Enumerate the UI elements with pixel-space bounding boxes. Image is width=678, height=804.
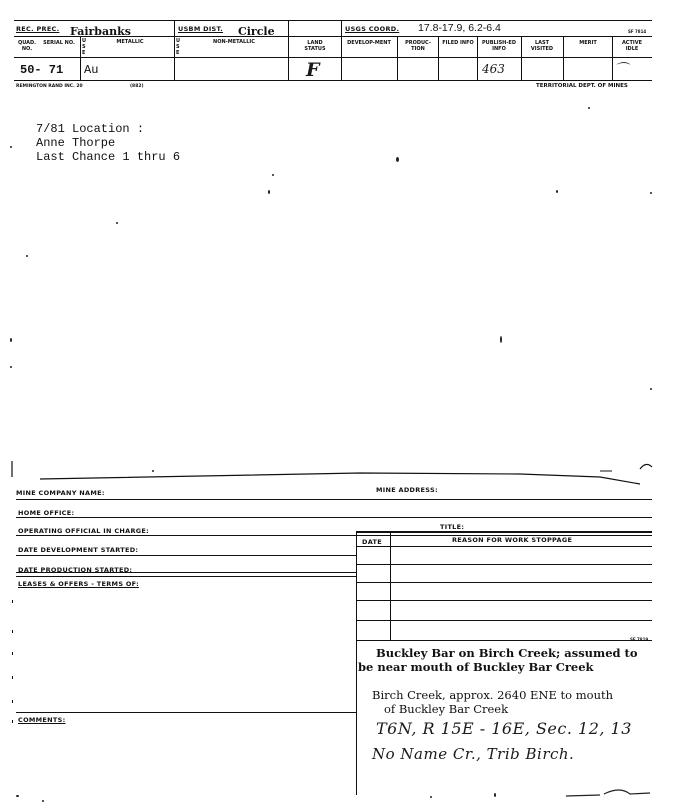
home-office-label: HOME OFFICE:	[18, 509, 75, 517]
published-info-value: 463	[482, 62, 505, 76]
notes-line-2: Anne Thorpe	[36, 136, 116, 150]
date-development-label: DATE DEVELOPMENT STARTED:	[18, 546, 139, 554]
mine-address-label: MINE ADDRESS:	[376, 486, 438, 494]
col-development: DEVELOP-MENT	[347, 40, 391, 46]
col-serial-no: SERIAL NO.	[43, 40, 75, 46]
handwritten-line-2: No Name Cr., Trib Birch.	[372, 745, 575, 763]
active-check-mark: ⌒	[614, 62, 628, 78]
bottom-scribble	[560, 778, 660, 800]
typed-comment-1: Buckley Bar on Birch Creek; assumed to	[376, 646, 638, 660]
col-quad-no: QUAD. NO.	[17, 40, 37, 52]
metallic-value: Au	[84, 63, 99, 77]
usgs-coord-value: 17.8-17.9, 6.2-6.4	[418, 22, 501, 34]
title-label: TITLE:	[440, 523, 465, 531]
col-metallic: METALLIC	[116, 39, 144, 45]
stoppage-reason-label: REASON FOR WORK STOPPAGE	[452, 536, 573, 544]
leases-label: LEASES & OFFERS - TERMS OF:	[18, 580, 139, 588]
printer-line: REMINGTON RAND INC. 20	[16, 84, 83, 89]
form-number-bottom: SF 7819	[630, 637, 649, 642]
col-filed-info: FILED INFO	[442, 40, 474, 46]
operating-official-label: OPERATING OFFICIAL IN CHARGE:	[18, 527, 150, 535]
date-production-label: DATE PRODUCTION STARTED:	[18, 566, 133, 574]
notes-line-3: Last Chance 1 thru 6	[36, 150, 181, 164]
col-land-status: LAND STATUS	[304, 40, 326, 52]
stoppage-date-label: DATE	[362, 538, 382, 546]
agency-label: TERRITORIAL DEPT. OF MINES	[536, 83, 628, 89]
land-status-value: F	[306, 59, 320, 81]
form-number-top: SF 7814	[628, 29, 647, 34]
printer-code: (882)	[130, 84, 144, 89]
col-non-metallic-prefixes: U S E	[176, 38, 181, 56]
usbm-dist-label: USBM DIST.	[178, 25, 224, 33]
rec-prec-value: Fairbanks	[70, 25, 131, 38]
col-production: PRODUC-TION	[405, 40, 431, 52]
col-published-info: PUBLISH-ED INFO	[481, 40, 516, 52]
comments-label: COMMENTS:	[18, 716, 66, 724]
handwritten-line-1: T6N, R 15E - 16E, Sec. 12, 13	[376, 719, 632, 738]
typed-comment-3: Birch Creek, approx. 2640 ENE to mouth	[372, 688, 614, 702]
col-active-idle: ACTIVE IDLE	[621, 40, 643, 52]
mine-company-name-label: MINE COMPANY NAME:	[16, 489, 105, 497]
col-merit: MERIT	[579, 40, 597, 46]
rec-prec-label: REC. PREC.	[16, 25, 60, 33]
col-non-metallic: NON-METALLIC	[213, 39, 255, 45]
typed-comment-2: be near mouth of Buckley Bar Creek	[358, 660, 594, 674]
notes-line-1: 7/81 Location :	[36, 122, 145, 136]
quad-serial-value: 50- 71	[20, 63, 64, 77]
usbm-dist-value: Circle	[238, 25, 275, 38]
col-metallic-prefixes: U S E	[82, 38, 87, 56]
typed-comment-4: of Buckley Bar Creek	[384, 702, 509, 716]
col-last-visited: LAST VISITED	[530, 40, 554, 52]
usgs-coord-label: USGS COORD.	[345, 25, 400, 33]
